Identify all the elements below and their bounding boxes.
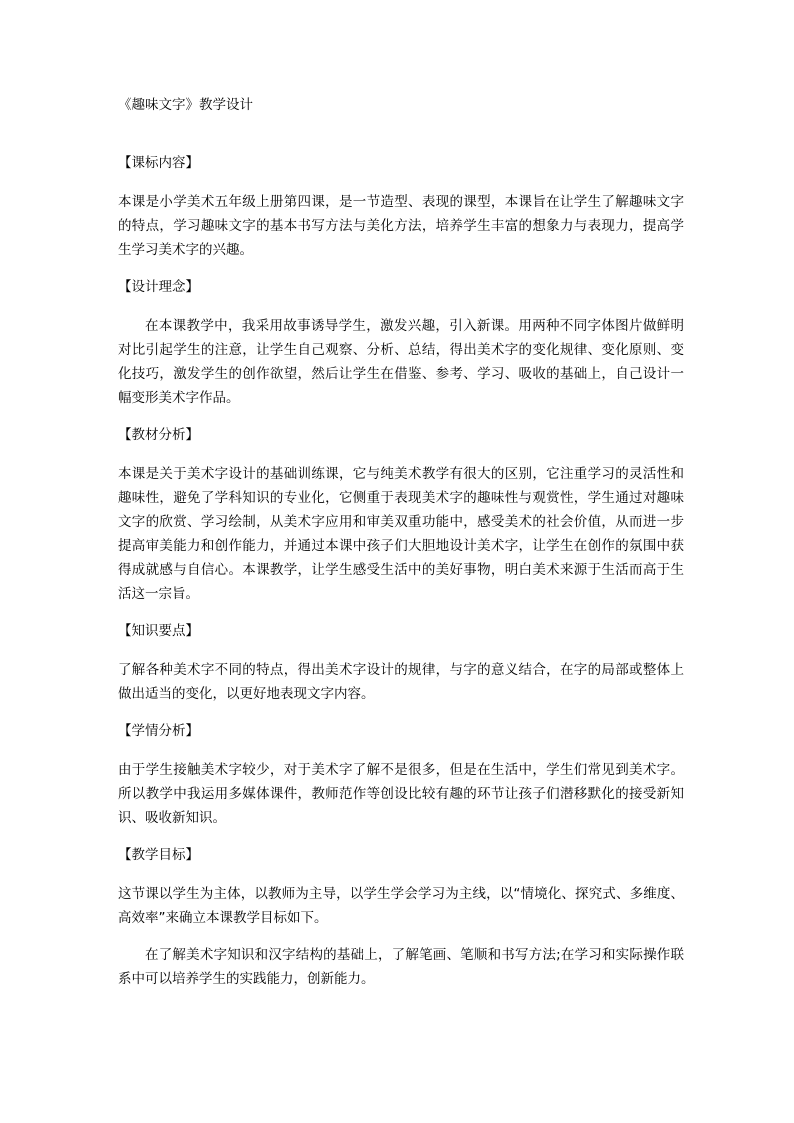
document-title: 《趣味文字》教学设计 <box>118 97 253 113</box>
section-heading-curriculum: 【课标内容】 <box>118 155 199 171</box>
section-paragraph-student-analysis: 由于学生接触美术字较少，对于美术字了解不是很多，但是在生活中，学生们常见到美术字。所以教学中我运用多媒体课件，教师范作等创设比较有趣的环节让孩子们潜移默化的接受新知识、吸收新知识。 <box>118 762 684 826</box>
section-paragraph-design-concept: 在本课教学中，我采用故事诱导学生，激发兴趣，引入新课。用两种不同字体图片做鲜明对比引起学生的注意，让学生自己观察、分析、总结，得出美术字的变化规律、变化原则、变化技巧，激发学生的创作欲望，然后让学生在借鉴、参考、学习、吸收的基础上，自己设计一幅变形美术字作品。 <box>118 318 684 406</box>
section-paragraph-textbook-analysis: 本课是关于美术字设计的基础训练课，它与纯美术教学有很大的区别，它注重学习的灵活性和趣味性，避免了学科知识的专业化，它侧重于表现美术字的趣味性与观赏性，学生通过对趣味文字的欣赏、学习绘制，从美术字应用和审美双重功能中，感受美术的社会价值，从而进一步提高审美能力和创作能力，并通过本课中孩子们大胆地设计美术字，让学生在创作的氛围中获得成就感与自信心。本课教学，让学生感受生活中的美好事物，明白美术来源于生活而高于生活这一宗旨。 <box>118 466 684 602</box>
section-paragraph-teaching-goals-intro: 这节课以学生为主体，以教师为主导，以学生学会学习为主线，以“情境化、探究式、多维度、高效率”来确立本课教学目标如下。 <box>118 886 684 926</box>
section-paragraph-curriculum: 本课是小学美术五年级上册第四课，是一节造型、表现的课型，本课旨在让学生了解趣味文字的特点，学习趣味文字的基本书写方法与美化方法，培养学生丰富的想象力与表现力，提高学生学习美术字的兴趣。 <box>118 194 684 258</box>
section-heading-design-concept: 【设计理念】 <box>118 279 199 295</box>
section-paragraph-teaching-goals-detail: 在了解美术字知识和汉字结构的基础上，了解笔画、笔顺和书写方法;在学习和实际操作联系中可以培养学生的实践能力，创新能力。 <box>118 947 684 987</box>
section-heading-key-knowledge: 【知识要点】 <box>118 623 199 639</box>
section-heading-textbook-analysis: 【教材分析】 <box>118 427 199 443</box>
section-paragraph-key-knowledge: 了解各种美术字不同的特点，得出美术字设计的规律，与字的意义结合，在字的局部或整体上做出适当的变化，以更好地表现文字内容。 <box>118 662 684 702</box>
section-heading-student-analysis: 【学情分析】 <box>118 723 199 739</box>
section-heading-teaching-goals: 【教学目标】 <box>118 847 199 863</box>
